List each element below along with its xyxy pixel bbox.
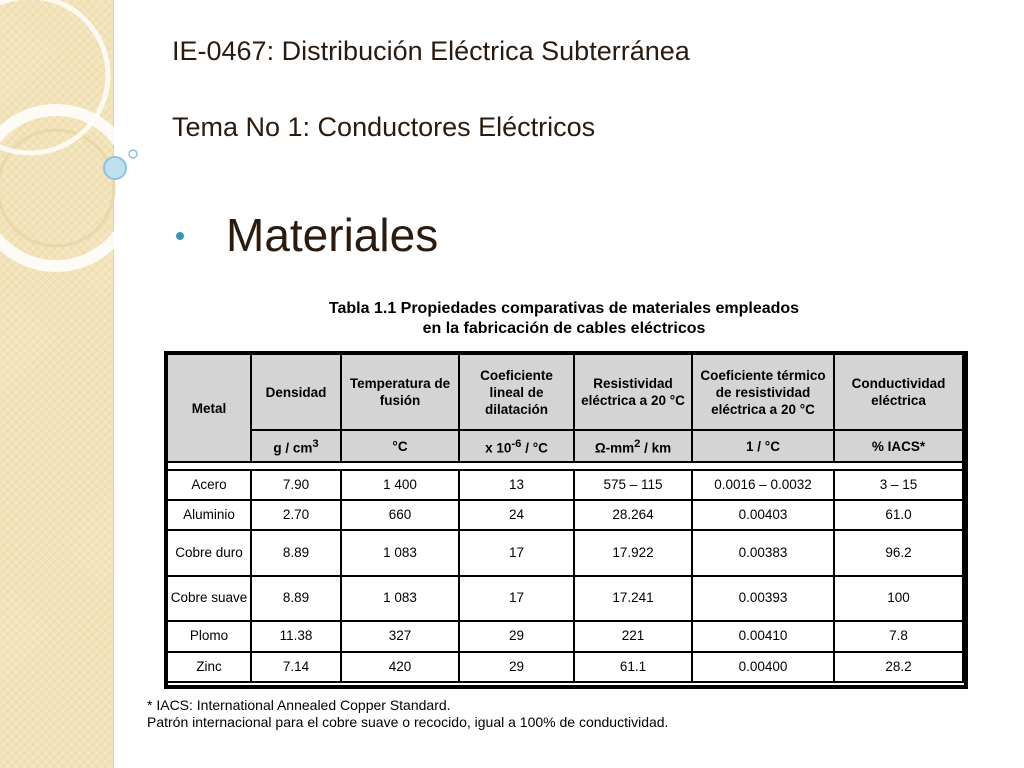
cell-thermal-coef: 0.00400: [692, 652, 834, 682]
header-melting: Temperatura de fusión: [341, 354, 459, 430]
materials-table: [166, 353, 964, 683]
unit-density: g / $cm^3$: [251, 430, 341, 462]
cell-expansion: 29: [459, 652, 574, 682]
cell-conductivity: 7.8: [834, 621, 963, 652]
cell-expansion: 29: [459, 621, 574, 652]
course-title: IE-0467: Distribución Eléctrica Subterránea: [172, 36, 690, 66]
header-density: Densidad: [251, 354, 341, 430]
cell-density: 2.70: [251, 500, 341, 530]
cell-resistivity: 575 – 115: [574, 470, 692, 500]
unit-expansion: x $10^{-6} / ^\circ C$: [459, 430, 574, 462]
footnote-line-1: * IACS: International Annealed Copper Standard.: [147, 697, 451, 713]
cell-metal: Cobre suave: [167, 576, 251, 621]
footnote-line-2: Patrón internacional para el cobre suave o recocido, igual a 100% de conductividad.: [147, 714, 669, 730]
cell-thermal-coef: 0.00383: [692, 530, 834, 575]
cell-expansion: 17: [459, 576, 574, 621]
cell-density: 11.38: [251, 621, 341, 652]
table-row: [167, 621, 963, 652]
cell-metal: Zinc: [167, 652, 251, 682]
unit-thermal-coef: 1 / °C: [692, 430, 834, 462]
header-resistivity: Resistividad eléctrica a 20 °C: [574, 354, 692, 430]
cell-conductivity: 28.2: [834, 652, 963, 682]
cell-resistivity: 17.922: [574, 530, 692, 575]
cell-metal: Cobre duro: [167, 530, 251, 575]
cell-thermal-coef: 0.00403: [692, 500, 834, 530]
cell-melting: 1 400: [341, 470, 459, 500]
cell-resistivity: 221: [574, 621, 692, 652]
cell-expansion: 13: [459, 470, 574, 500]
topic-title: Tema No 1: Conductores Eléctricos: [172, 112, 596, 142]
table-row: [167, 500, 963, 530]
cell-density: 8.89: [251, 576, 341, 621]
table-separator: [167, 462, 963, 470]
cell-density: 7.90: [251, 470, 341, 500]
header-conductivity: Conductividad eléctrica: [834, 354, 963, 430]
unit-melting: °C: [341, 430, 459, 462]
table-caption-line-2: en la fabricación de cables eléctricos: [422, 320, 706, 337]
cell-density: 8.89: [251, 530, 341, 575]
table-row: [167, 652, 963, 682]
section-heading: Materiales: [226, 209, 439, 261]
cell-metal: Aluminio: [167, 500, 251, 530]
cell-thermal-coef: 0.00410: [692, 621, 834, 652]
cell-conductivity: 3 – 15: [834, 470, 963, 500]
header-expansion: Coeficiente lineal de dilatación: [459, 354, 574, 430]
table-caption: [166, 299, 962, 339]
cell-metal: Acero: [167, 470, 251, 500]
cell-melting: 420: [341, 652, 459, 682]
cell-conductivity: 96.2: [834, 530, 963, 575]
table-row: [167, 470, 963, 500]
cell-thermal-coef: 0.0016 – 0.0032: [692, 470, 834, 500]
header-metal: Metal: [167, 354, 251, 462]
cell-resistivity: 17.241: [574, 576, 692, 621]
unit-conductivity: % IACS*: [834, 430, 963, 462]
cell-melting: 327: [341, 621, 459, 652]
unit-resistivity: $\Omega-mm^2$ / km: [574, 430, 692, 462]
decorative-circles: [0, 0, 160, 280]
bullet-icon: [176, 232, 184, 240]
cell-resistivity: 28.264: [574, 500, 692, 530]
header-thermal-coef: Coeficiente térmico de resistividad eléctrica a 20 °C: [692, 354, 834, 430]
cell-melting: 660: [341, 500, 459, 530]
cell-density: 7.14: [251, 652, 341, 682]
cell-conductivity: 61.0: [834, 500, 963, 530]
cell-expansion: 17: [459, 530, 574, 575]
table-row: [167, 576, 963, 621]
cell-expansion: 24: [459, 500, 574, 530]
cell-melting: 1 083: [341, 530, 459, 575]
cell-resistivity: 61.1: [574, 652, 692, 682]
cell-conductivity: 100: [834, 576, 963, 621]
cell-thermal-coef: 0.00393: [692, 576, 834, 621]
table-row: [167, 530, 963, 575]
cell-melting: 1 083: [341, 576, 459, 621]
cell-metal: Plomo: [167, 621, 251, 652]
table-caption-line-1: Tabla 1.1 Propiedades comparativas de materiales empleados: [328, 300, 800, 317]
